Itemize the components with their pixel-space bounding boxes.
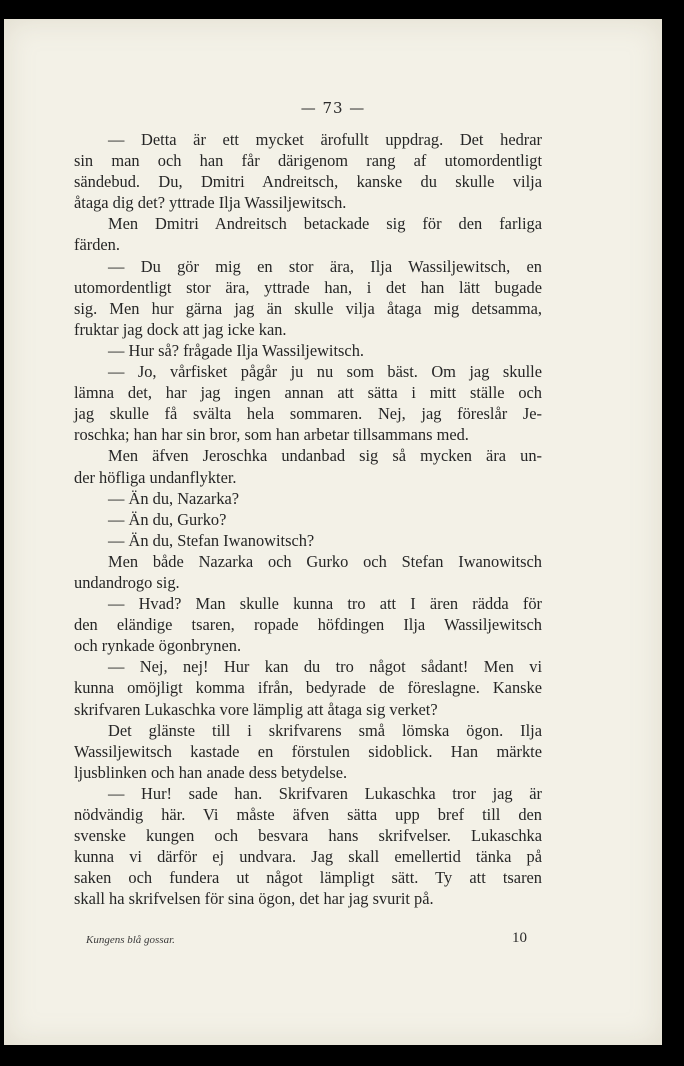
footer-signature: Kungens blå gossar.: [86, 934, 175, 946]
text-line: — Hur så? frågade Ilja Wassiljewitsch.: [108, 340, 364, 360]
text-line: — Än du, Gurko?: [108, 509, 227, 529]
text-line: åtaga dig det? yttrade Ilja Wassiljewitsch.: [74, 193, 347, 213]
text-line: skrifvaren Lukaschka vore lämplig att åtaga sig verket?: [74, 699, 438, 719]
text-line: sig. Men hur gärna jag än skulle vilja åtaga mig detsamma,: [74, 298, 542, 318]
text-line: ljusblinken och han anade dess betydelse.: [74, 762, 348, 782]
text-line: Men Dmitri Andreitsch betackade sig för den farliga: [108, 214, 542, 234]
text-line: lämna det, har jag ingen annan att sätta i mitt ställe och: [74, 383, 542, 403]
book-page: [4, 19, 662, 1045]
text-line: nödvändig här. Vi måste äfven sätta upp bref till den: [74, 805, 542, 824]
text-line: Wassiljewitsch kastade en förstulen sidoblick. Han märkte: [74, 741, 542, 761]
text-line: — Detta är ett mycket ärofullt uppdrag. Det hedrar: [108, 130, 542, 149]
text-line: fruktar jag dock att jag icke kan.: [74, 319, 287, 339]
text-line: sin man och han får därigenom rang af utomordentligt: [74, 151, 542, 171]
text-line: — Hvad? Man skulle kunna tro att I ären rädda för: [108, 594, 542, 614]
text-line: — Hur! sade han. Skrifvaren Lukaschka tror jag är: [108, 783, 542, 803]
text-line: kunna omöjligt komma ifrån, bedyrade de föreslagne. Kanske: [74, 678, 542, 698]
text-line: sändebud. Du, Dmitri Andreitsch, kanske du skulle vilja: [74, 172, 542, 192]
text-line: — Nej, nej! Hur kan du tro något sådant! Men vi: [108, 657, 542, 677]
text-line: der höfliga undanflykter.: [74, 467, 237, 487]
text-line: skall ha skrifvelsen för sina ögon, det har jag svurit på.: [74, 889, 434, 909]
text-line: roschka; han har sin bror, som han arbetar tillsammans med.: [74, 425, 469, 445]
text-line: jag skulle få svälta hela sommaren. Nej, jag föreslår Je-: [74, 404, 542, 424]
text-line: den eländige tsaren, ropade höfdingen Ilja Wassiljewitsch: [74, 615, 542, 635]
footer-signature-number: 10: [512, 930, 527, 946]
text-line: — Än du, Nazarka?: [108, 488, 240, 508]
text-line: — Än du, Stefan Iwanowitsch?: [108, 530, 315, 550]
text-line: saken och fundera ut något lämpligt sätt. Ty att tsaren: [74, 868, 542, 888]
text-line: kunna vi därför ej undvara. Jag skall emellertid tänka på: [74, 847, 542, 867]
text-line: färden.: [74, 235, 120, 255]
text-line: — Du gör mig en stor ära, Ilja Wassiljewitsch, en: [108, 256, 542, 276]
text-line: undandrogo sig.: [74, 572, 180, 592]
text-line: Men både Nazarka och Gurko och Stefan Iwanowitsch: [108, 551, 542, 571]
text-line: Det glänste till i skrifvarens små lömska ögon. Ilja: [108, 720, 542, 740]
text-line: utomordentligt stor ära, yttrade han, i det han lätt bugade: [74, 277, 542, 297]
text-line: och rynkade ögonbrynen.: [74, 636, 242, 656]
text-line: — Jo, vårfisket pågår ju nu som bäst. Om jag skulle: [108, 362, 542, 382]
body-text: [74, 129, 542, 909]
text-line: svenske kungen och besvara hans skrifvelser. Lukaschka: [74, 826, 542, 846]
text-line: Men äfven Jeroschka undanbad sig så mycken ära un-: [108, 446, 542, 466]
page-number: — 73 —: [300, 99, 366, 117]
